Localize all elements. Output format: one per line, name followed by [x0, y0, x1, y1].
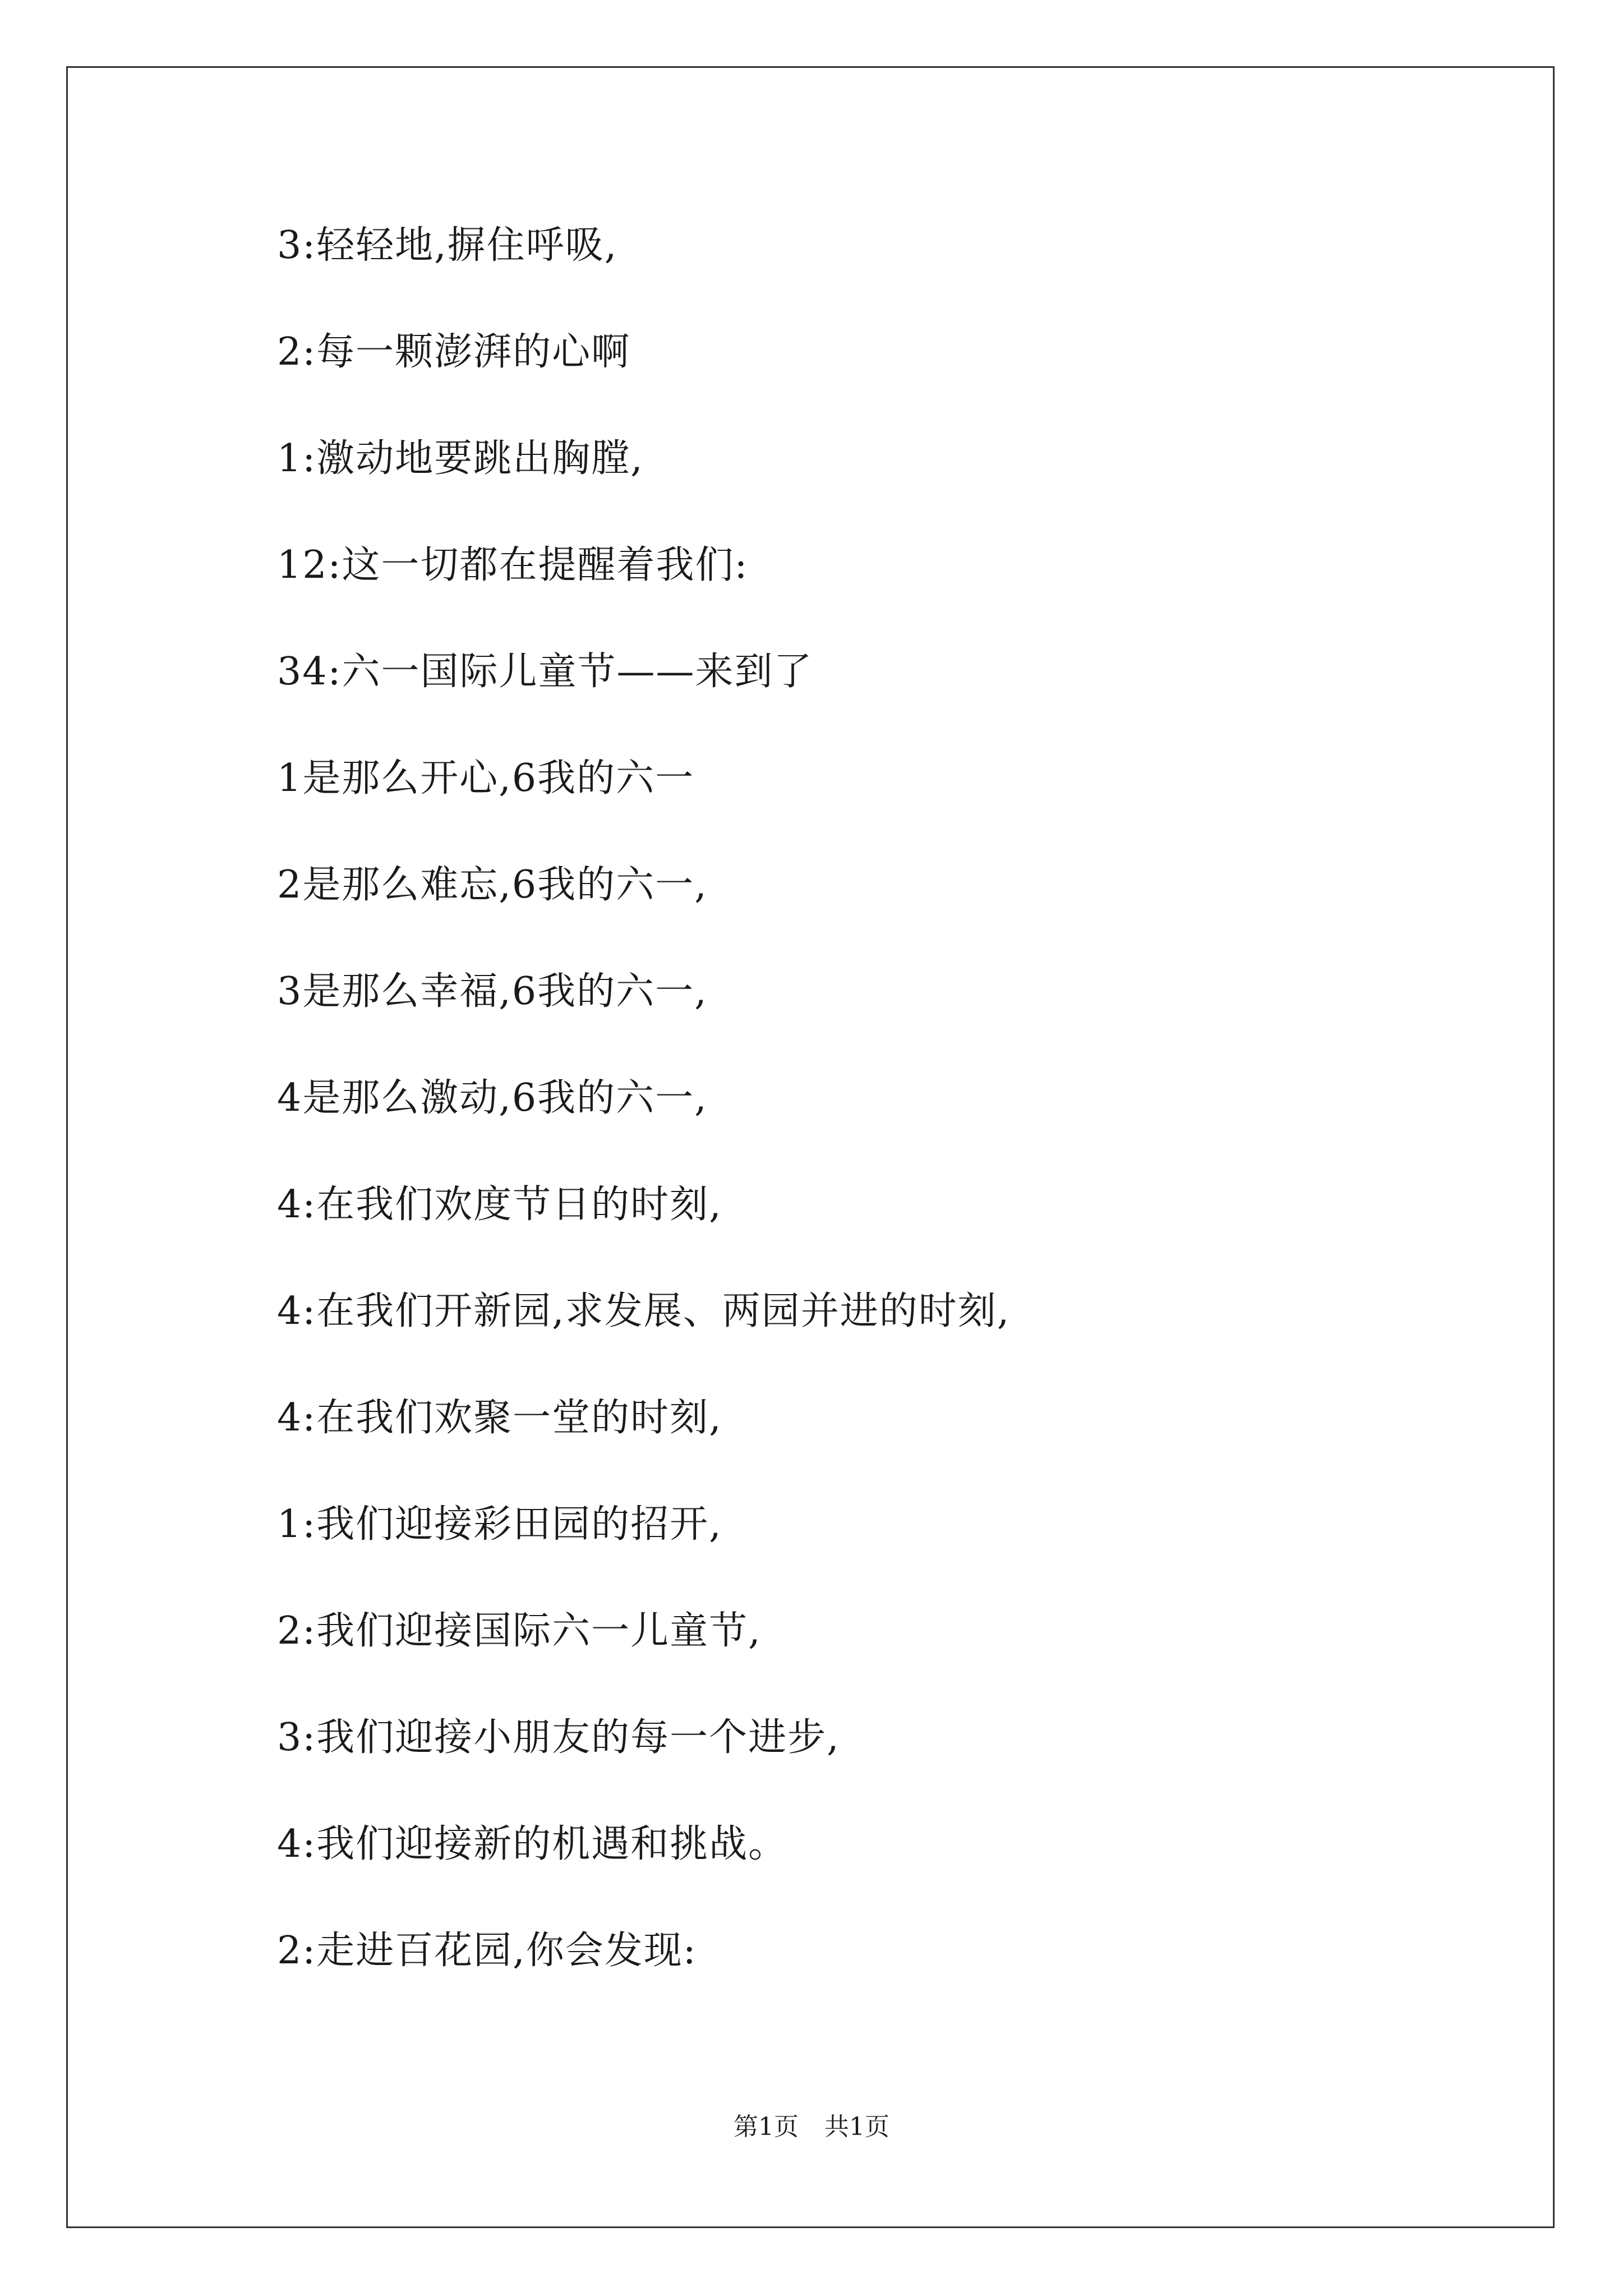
text-line: 2:每一颗澎湃的心啊: [277, 330, 631, 374]
text-line: 3:我们迎接小朋友的每一个进步,: [277, 1715, 840, 1760]
text-line: 2是那么难忘,6我的六一,: [277, 863, 708, 907]
document-body: [277, 219, 1511, 2031]
text-line: 2:走进百花园,你会发现:: [277, 1929, 697, 1973]
text-line: 34:六一国际儿童节——来到了: [277, 650, 813, 694]
text-line: 1:激动地要跳出胸膛,: [277, 436, 644, 481]
text-line: 4:在我们开新园,求发展、两园并进的时刻,: [277, 1289, 1011, 1333]
text-line: 4:我们迎接新的机遇和挑战。: [277, 1822, 788, 1866]
text-line: 12:这一切都在提醒着我们:: [277, 543, 749, 587]
text-line: 3是那么幸福,6我的六一,: [277, 969, 708, 1014]
text-line: 4是那么激动,6我的六一,: [277, 1076, 708, 1120]
text-line: 1是那么开心,6我的六一: [277, 756, 695, 800]
page-number-current: 第1页: [734, 2113, 799, 2141]
page-number-total: 共1页: [824, 2113, 889, 2141]
text-line: 2:我们迎接国际六一儿童节,: [277, 1609, 762, 1653]
text-line: 1:我们迎接彩田园的招开,: [277, 1502, 722, 1547]
text-line: 4:在我们欢度节日的时刻,: [277, 1182, 722, 1227]
text-line: 4:在我们欢聚一堂的时刻,: [277, 1396, 722, 1440]
page-footer: [0, 2106, 1623, 2142]
text-line: 3:轻轻地,摒住呼吸,: [277, 223, 618, 268]
